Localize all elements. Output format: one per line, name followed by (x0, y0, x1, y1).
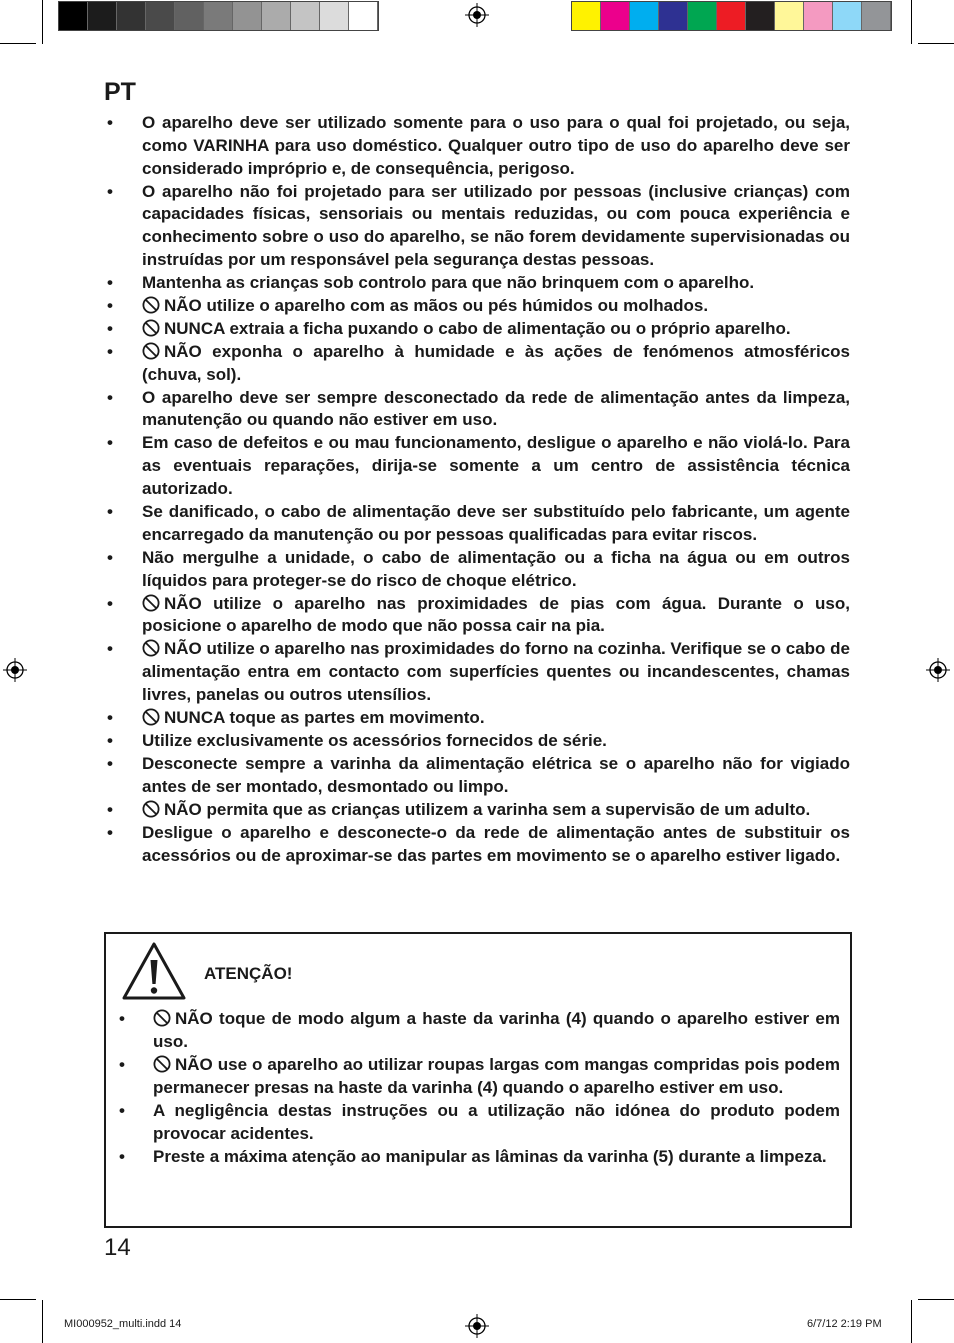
warning-list (116, 1008, 840, 1169)
item-text: Desconecte sempre a varinha da alimentação elétrica se o aparelho não for vigiado antes de ser montado, desmontado ou limpo. (142, 753, 850, 796)
item-text: O aparelho não foi projetado para ser utilizado por pessoas (inclusive crianças) com capacidades físicas, sensoriais ou mentais reduzidas, ou com pouca experiência e conhecimento sobre o uso do aparelho, se não forem devidamente supervisionadas ou instruídas por um responsável pela segurança destas pessoas. (142, 181, 850, 269)
grayscale-calibration-bar (58, 1, 379, 31)
item-text: NÃO exponha o aparelho à humidade e às ações de fenómenos atmosféricos (chuva, sol). (142, 341, 850, 384)
prohibition-icon (142, 319, 160, 337)
crop-mark (918, 1299, 954, 1300)
color-swatch (775, 2, 804, 30)
color-swatch (833, 2, 862, 30)
bullet: • (107, 318, 113, 338)
list-item (116, 1146, 840, 1169)
prohibition-icon (142, 639, 160, 657)
color-swatch (659, 2, 688, 30)
bullet: • (107, 799, 113, 819)
crop-mark (0, 1299, 36, 1300)
language-heading: PT (104, 78, 136, 106)
color-swatch (746, 2, 775, 30)
list-item (116, 1100, 840, 1146)
bullet: • (119, 1146, 125, 1166)
registration-mark-icon (3, 658, 27, 682)
item-text: NÃO permita que as crianças utilizem a varinha sem a supervisão de um adulto. (164, 799, 811, 819)
bullet: • (107, 730, 113, 750)
item-text: O aparelho deve ser utilizado somente para o uso para o qual foi projetado, ou seja, como VARINHA para uso doméstico. Qualquer outro tipo de uso do aparelho deve ser considerado impróprio e, de consequência, perigoso. (142, 113, 850, 178)
list-item (116, 1008, 840, 1054)
list-item (104, 341, 850, 387)
item-text: Mantenha as crianças sob controlo para que não brinquem com o aparelho. (142, 272, 755, 292)
color-swatch (717, 2, 746, 30)
bullet: • (107, 639, 113, 659)
list-item (104, 387, 850, 433)
crop-mark (42, 0, 43, 44)
list-item (104, 799, 850, 822)
color-swatch (320, 2, 349, 30)
page-number: 14 (104, 1234, 131, 1261)
list-item (104, 432, 850, 500)
crop-mark (911, 1300, 912, 1343)
color-swatch (117, 2, 146, 30)
list-item (104, 730, 850, 753)
item-text: Em caso de defeitos e ou mau funcionamento, desligue o aparelho e não violá-lo. Para as eventuais reparações, dirija-se somente a um centro de assistência técnica autorizado. (142, 433, 850, 499)
item-text: Desligue o aparelho e desconecte-o da rede de alimentação antes de substituir os acessórios ou de aproximar-se das partes em movimento se o aparelho estiver ligado. (142, 822, 850, 865)
list-item (116, 1054, 840, 1100)
bullet: • (107, 822, 113, 842)
color-swatch (233, 2, 262, 30)
item-text: NÃO use o aparelho ao utilizar roupas largas com mangas compridas pois podem permanecer presas na haste da varinha (4) quando o aparelho estiver em uso. (153, 1054, 840, 1097)
color-swatch (572, 2, 601, 30)
prohibition-icon (142, 594, 160, 612)
registration-mark-icon (926, 658, 950, 682)
prohibition-icon (142, 296, 160, 314)
bullet: • (107, 272, 113, 292)
bullet: • (119, 1100, 125, 1120)
list-item (104, 295, 850, 318)
item-text: NÃO utilize o aparelho com as mãos ou pés húmidos ou molhados. (164, 295, 709, 315)
item-text: Utilize exclusivamente os acessórios fornecidos de série. (142, 730, 607, 750)
color-swatch (688, 2, 717, 30)
registration-mark-icon (465, 3, 489, 27)
item-text: NÃO utilize o aparelho nas proximidades de pias com água. Durante o uso, posicione o aparelho de modo que não possa cair na pia. (142, 593, 850, 636)
prohibition-icon (142, 800, 160, 818)
item-text: NUNCA toque as partes em movimento. (164, 707, 485, 727)
warning-title: ATENÇÃO! (204, 964, 293, 983)
color-swatch (804, 2, 833, 30)
list-item (104, 707, 850, 730)
bullet: • (119, 1009, 125, 1028)
color-swatch (175, 2, 204, 30)
bullet: • (107, 113, 113, 132)
list-item (104, 638, 850, 706)
bullet: • (107, 433, 113, 453)
file-slug: MI000952_multi.indd 14 (64, 1318, 182, 1330)
bullet: • (119, 1054, 125, 1074)
prohibition-icon (153, 1055, 171, 1073)
crop-mark (0, 43, 36, 44)
bullet: • (107, 295, 113, 315)
bullet: • (107, 341, 113, 361)
list-item (104, 272, 850, 295)
crop-mark (918, 43, 954, 44)
date-slug: 6/7/12 2:19 PM (807, 1318, 882, 1330)
color-swatch (349, 2, 378, 30)
list-item (104, 547, 850, 593)
prohibition-icon (142, 342, 160, 360)
bullet: • (107, 387, 113, 407)
color-swatch (262, 2, 291, 30)
warning-triangle-icon (120, 940, 188, 1002)
prohibition-icon (153, 1009, 171, 1027)
list-item (104, 593, 850, 639)
bullet: • (107, 502, 113, 522)
item-text: NUNCA extraia a ficha puxando o cabo de alimentação ou o próprio aparelho. (164, 318, 791, 338)
list-item (104, 501, 850, 547)
item-text: Se danificado, o cabo de alimentação deve ser substituído pelo fabricante, um agente encarregado da manutenção ou por pessoas qualificadas para evitar riscos. (142, 502, 850, 544)
item-text: NÃO utilize o aparelho nas proximidades do forno na cozinha. Verifique se o cabo de alimentação entra em contacto com superfícies quentes ou incandescentes, chamas livres, panelas ou outros utensílios. (142, 639, 850, 704)
item-text: Não mergulhe a unidade, o cabo de alimentação ou a ficha na água ou em outros líquidos para proteger-se do risco de choque elétrico. (142, 547, 850, 590)
warning-box (104, 932, 852, 1228)
list-item (104, 822, 850, 868)
bullet: • (107, 593, 113, 613)
list-item (104, 318, 850, 341)
color-swatch (630, 2, 659, 30)
color-calibration-bar (571, 1, 892, 31)
item-text: A negligência destas instruções ou a utilização não idónea do produto podem provocar acidentes. (153, 1100, 840, 1143)
registration-mark-icon (465, 1314, 489, 1338)
color-swatch (59, 2, 88, 30)
color-swatch (291, 2, 320, 30)
bullet: • (107, 181, 113, 201)
bullet: • (107, 753, 113, 773)
color-swatch (146, 2, 175, 30)
item-text: Preste a máxima atenção ao manipular as lâminas da varinha (5) durante a limpeza. (153, 1146, 827, 1166)
list-item (104, 753, 850, 799)
crop-mark (42, 1300, 43, 1343)
crop-mark (911, 0, 912, 44)
color-swatch (204, 2, 233, 30)
safety-rules-list (104, 112, 850, 867)
color-swatch (88, 2, 117, 30)
bullet: • (107, 707, 113, 727)
item-text: NÃO toque de modo algum a haste da varinha (4) quando o aparelho estiver em uso. (153, 1009, 840, 1051)
item-text: O aparelho deve ser sempre desconectado da rede de alimentação antes da limpeza, manutenção ou quando não estiver em uso. (142, 387, 850, 430)
bullet: • (107, 547, 113, 567)
list-item (104, 181, 850, 272)
color-swatch (862, 2, 891, 30)
color-swatch (601, 2, 630, 30)
list-item (104, 112, 850, 180)
prohibition-icon (142, 708, 160, 726)
